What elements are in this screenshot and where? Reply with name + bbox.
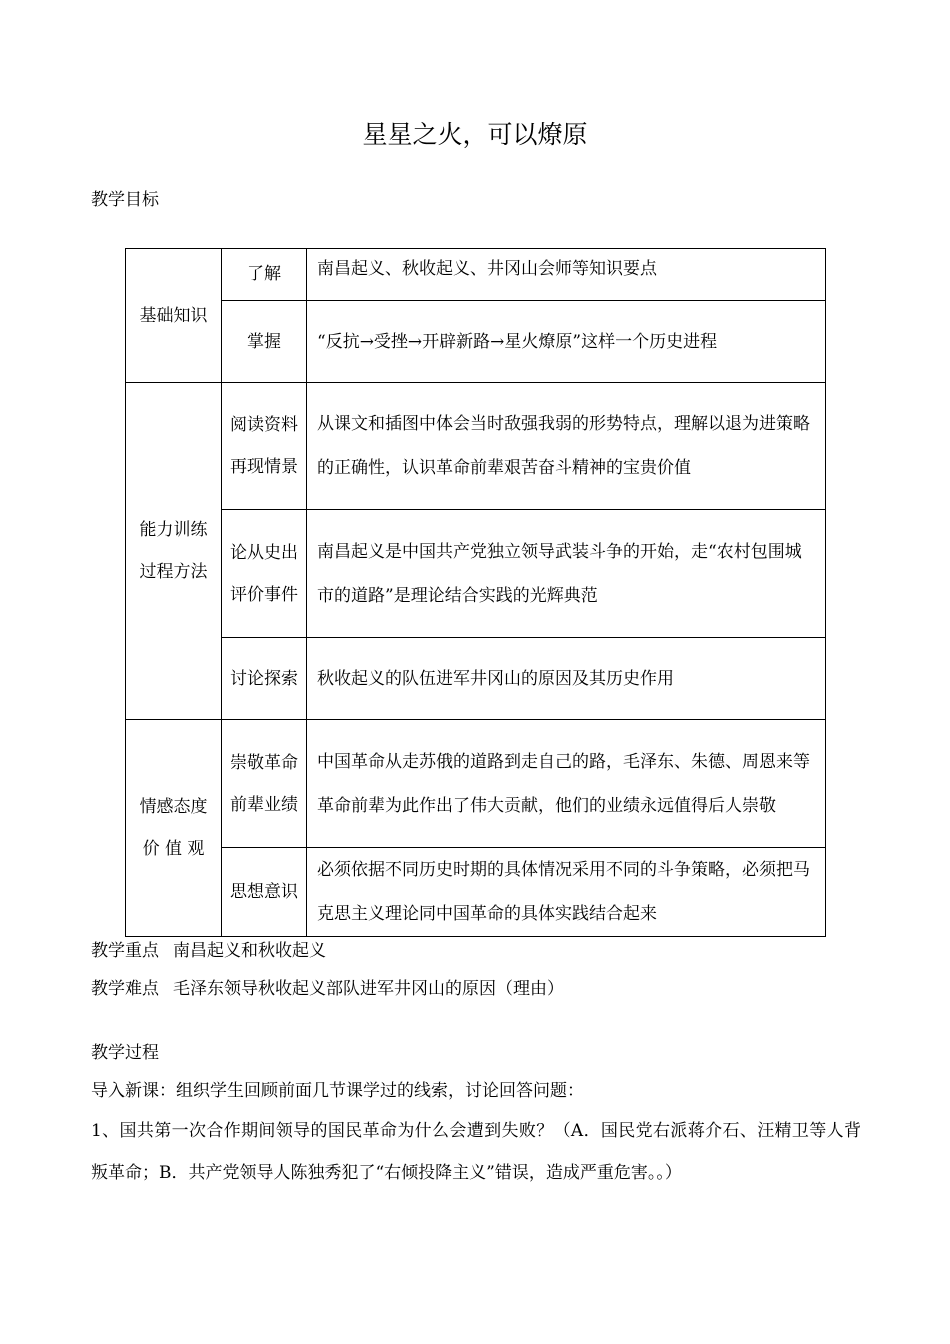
table-row bbox=[126, 383, 826, 510]
question-1 bbox=[91, 1110, 861, 1194]
row-label: 阅读资料再现情景 bbox=[222, 383, 307, 510]
difficulty-text: 毛泽东领导秋收起义部队进军井冈山的原因（理由） bbox=[173, 979, 564, 999]
table-row bbox=[126, 848, 826, 937]
category-ability-line1: 能力训练 bbox=[139, 520, 208, 540]
category-ability bbox=[126, 383, 222, 720]
row-label: 讨论探索 bbox=[222, 638, 307, 720]
row-label: 崇敬革命前辈业绩 bbox=[222, 720, 307, 848]
category-emotion-line2: 价 值 观 bbox=[142, 839, 205, 859]
row-description: 南昌起义、秋收起义、井冈山会师等知识要点 bbox=[307, 249, 826, 301]
difficulty-label: 教学难点 bbox=[91, 979, 159, 999]
key-point-text: 南昌起义和秋收起义 bbox=[173, 941, 326, 961]
row-label: 论从史出评价事件 bbox=[222, 510, 307, 638]
row-description: 必须依据不同历史时期的具体情况采用不同的斗争策略，必须把马克思主义理论同中国革命的具体实践结合起来 bbox=[307, 848, 826, 937]
table-row bbox=[126, 720, 826, 848]
row-label: 思想意识 bbox=[222, 848, 307, 937]
row-description: 秋收起义的队伍进军井冈山的原因及其历史作用 bbox=[307, 638, 826, 720]
category-basic: 基础知识 bbox=[126, 249, 222, 383]
category-emotion bbox=[126, 720, 222, 937]
key-point-label: 教学重点 bbox=[91, 941, 159, 961]
objectives-heading: 教学目标 bbox=[91, 190, 159, 210]
table-row bbox=[126, 638, 826, 720]
category-ability-line2: 过程方法 bbox=[139, 562, 208, 582]
table-row bbox=[126, 510, 826, 638]
row-label: 掌握 bbox=[222, 301, 307, 383]
document-title: 星星之火，可以燎原 bbox=[362, 120, 588, 149]
row-description: 南昌起义是中国共产党独立领导武装斗争的开始，走“农村包围城市的道路”是理论结合实践的光辉典范 bbox=[307, 510, 826, 638]
table-row bbox=[126, 301, 826, 383]
row-description: “反抗→受挫→开辟新路→星火燎原”这样一个历史进程 bbox=[307, 301, 826, 383]
objectives-table bbox=[125, 248, 826, 937]
row-label: 了解 bbox=[222, 249, 307, 301]
intro-text: 导入新课：组织学生回顾前面几节课学过的线索，讨论回答问题： bbox=[91, 1081, 584, 1101]
row-description: 中国革命从走苏俄的道路到走自己的路，毛泽东、朱德、周恩来等革命前辈为此作出了伟大贡献，他们的业绩永远值得后人崇敬 bbox=[307, 720, 826, 848]
key-point bbox=[91, 938, 326, 964]
difficulty bbox=[91, 976, 564, 1002]
process-heading: 教学过程 bbox=[91, 1043, 159, 1063]
table-row bbox=[126, 249, 826, 301]
category-emotion-line1: 情感态度 bbox=[139, 797, 208, 817]
question-1-text: 1、国共第一次合作期间领导的国民革命为什么会遭到失败？（A．国民党右派蒋介石、汪精卫等人背叛革命；B．共产党领导人陈独秀犯了“右倾投降主义”错误，造成严重危害。。） bbox=[91, 1121, 861, 1183]
row-description: 从课文和插图中体会当时敌强我弱的形势特点，理解以退为进策略的正确性，认识革命前辈艰苦奋斗精神的宝贵价值 bbox=[307, 383, 826, 510]
